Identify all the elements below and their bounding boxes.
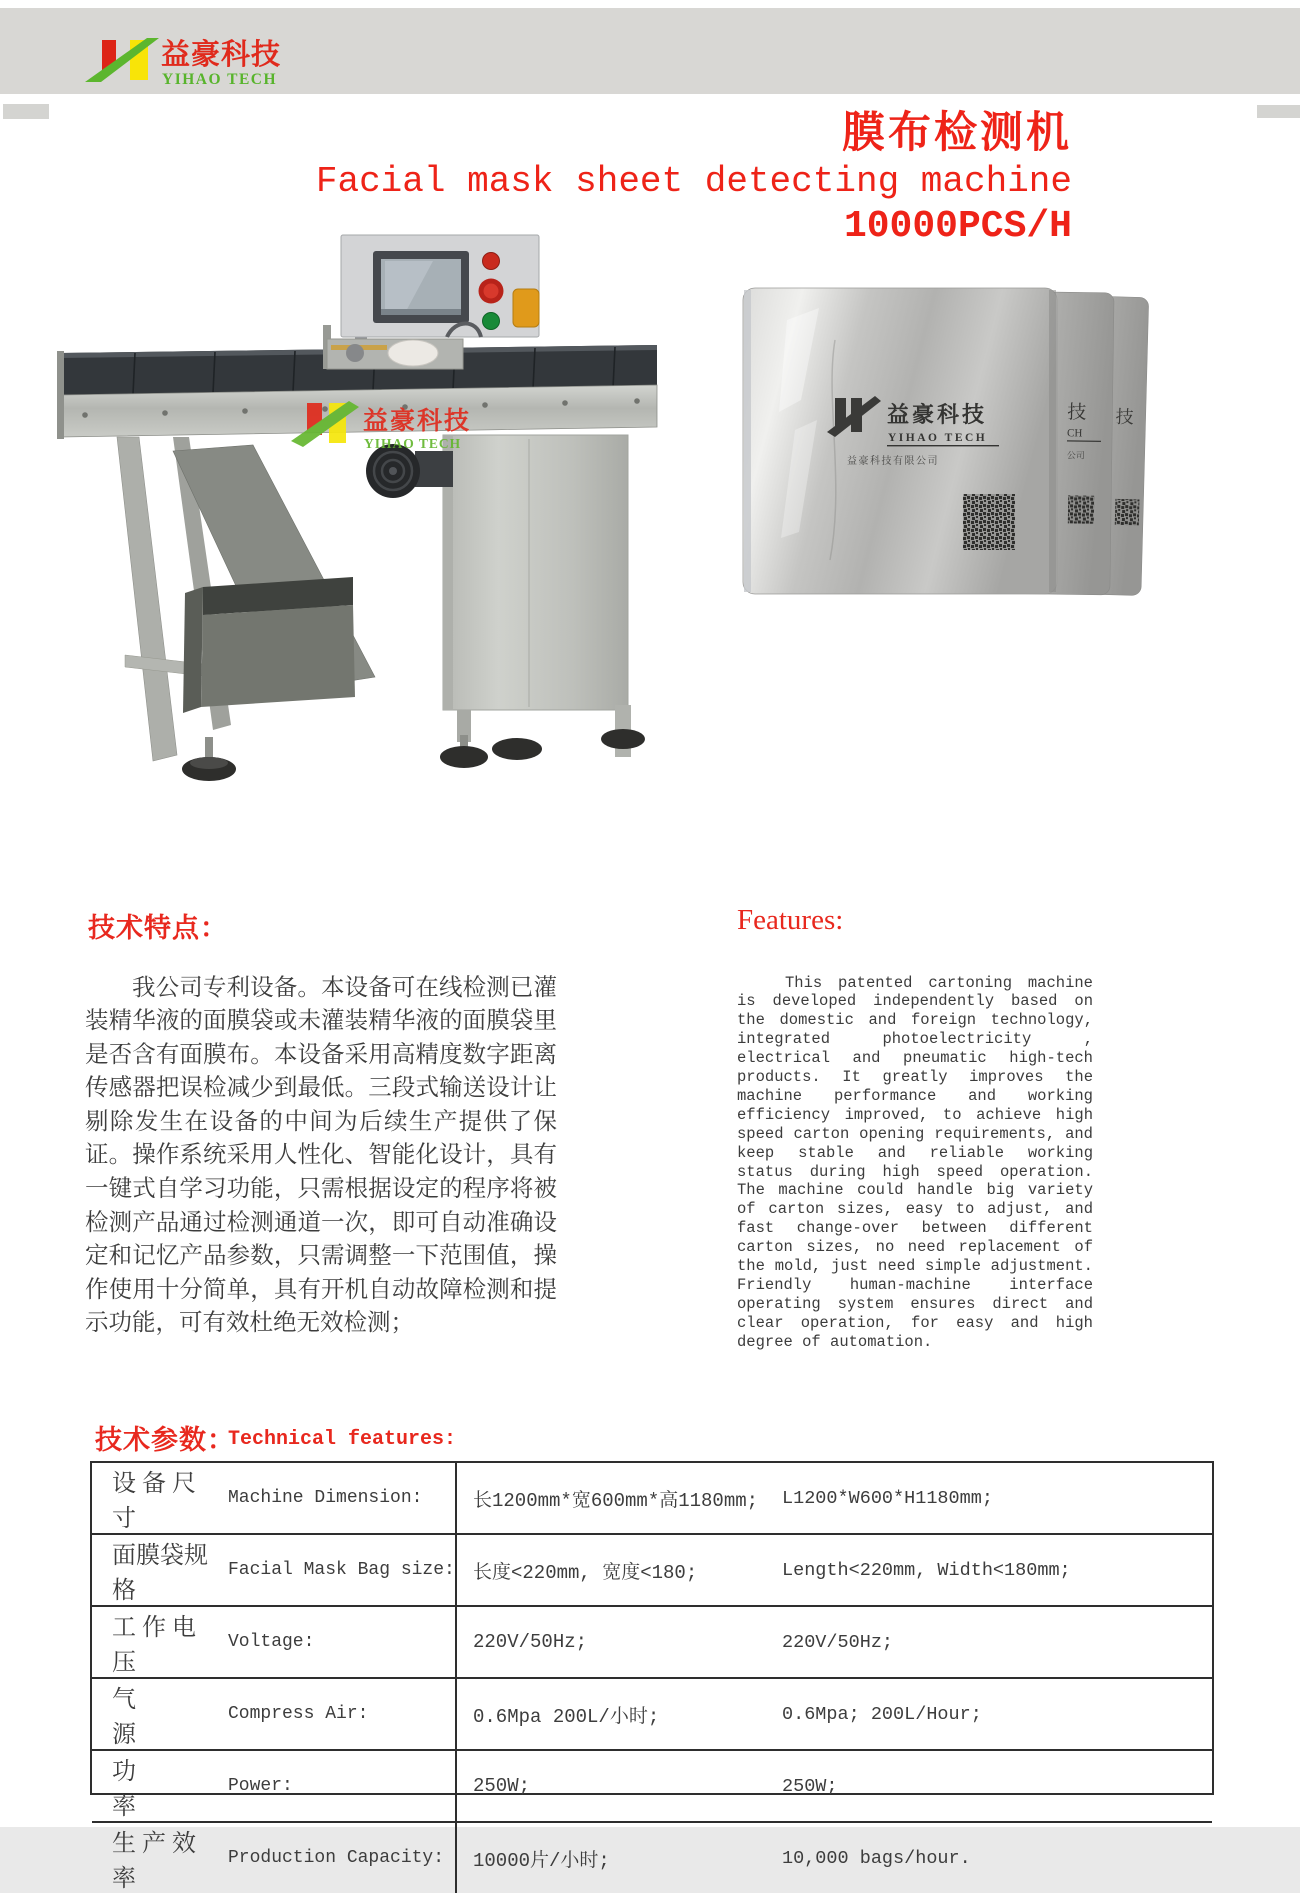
tech-params-heading-en: Technical features: [228, 1428, 457, 1451]
spec-table [90, 1461, 1214, 1892]
svg-text:技: 技 [1067, 402, 1087, 424]
spec-value-en: Length<220mm, Width<180mm; [782, 1559, 1071, 1581]
yellow-knob [513, 289, 539, 327]
table-row [92, 1463, 1212, 1535]
header-band [0, 8, 1300, 94]
table-row [92, 1607, 1212, 1679]
spec-label-cn: 生 产 效 率 [112, 1831, 196, 1892]
features-en-heading: Features: [737, 904, 844, 936]
spec-label-en: Machine Dimension: [222, 1463, 457, 1533]
spec-value-cn: 长度<220mm, 宽度<180; [473, 1561, 698, 1584]
qr-code-icon [1115, 499, 1140, 526]
left-edge-tab [3, 104, 49, 119]
green-button[interactable] [483, 313, 500, 330]
machine-watermark-en: YIHAO TECH [364, 436, 462, 451]
spec-value-en: 220V/50Hz; [782, 1631, 894, 1653]
spec-value-cn: 0.6Mpa 200L/小时; [473, 1705, 660, 1728]
tech-features-cn-heading: 技术特点： [88, 913, 228, 943]
machine-stand [117, 437, 375, 761]
machine-photo [55, 225, 665, 790]
svg-text:技: 技 [1115, 406, 1134, 428]
features-en-body: This patented cartoning machine is developed independently based on the domestic and foreign technology, integrated photoelectricity , electrical and pneumatic high-tech products. It greatly improves the machine performance and working efficiency improved, to achieve high speed carton opening requirements, and keep stable and reliable working status during high speed operation. The machine could handle big variety of carton sizes, easy to adjust, and fast change-over between different carton sizes, no need replacement of the mold, just need simple adjustment. Friendly human-machine interface operating system ensures direct and clear operation, for easy and high degree of automation. [737, 973, 1093, 1351]
red-button[interactable] [483, 253, 500, 270]
machine-feet [182, 729, 645, 781]
spec-label-en: Voltage: [222, 1607, 457, 1677]
machine-watermark-logo [291, 401, 471, 451]
tech-params-heading-cn: 技术参数： [95, 1425, 235, 1455]
spec-label-en: Production Capacity: [222, 1823, 457, 1893]
spec-value-cn: 220V/50Hz; [473, 1631, 588, 1653]
bag-print-en: YIHAO TECH [888, 432, 988, 444]
machine-watermark-cn: 益豪科技 [363, 408, 472, 435]
right-edge-tab [1257, 105, 1300, 118]
spec-label-cn: 工 作 电 压 [112, 1615, 196, 1676]
spec-label-cn: 功 率 [112, 1759, 208, 1820]
bag-print-subtext: 益豪科技有限公司 [847, 456, 939, 467]
spec-label-cn: 面膜袋规格 [112, 1543, 208, 1604]
spec-value-cn: 250W; [473, 1775, 531, 1797]
page-title-en: Facial mask sheet detecting machine [315, 161, 1072, 202]
page-title-cn: 膜布检测机 [842, 110, 1072, 157]
spec-label-en: Facial Mask Bag size: [222, 1535, 457, 1605]
spec-value-en: 0.6Mpa; 200L/Hour; [782, 1703, 982, 1725]
spec-value-cn: 10000片/小时; [473, 1849, 610, 1872]
mask-bag-front [743, 288, 1057, 594]
brand-name-en: YIHAO TECH [162, 71, 278, 88]
spec-label-cn: 气 源 [112, 1687, 208, 1748]
qr-code-icon [1068, 495, 1094, 523]
table-row [92, 1751, 1212, 1823]
brand-name-cn: 益豪科技 [161, 39, 282, 71]
tech-features-cn-body: 我公司专利设备。本设备可在线检测已灌装精华液的面膜袋或未灌装精华液的面膜袋里是否含有面膜布。本设备采用高精度数字距离传感器把误检减少到最低。三段式输送设计让剔除发生在设备的中间为后续生产提供了保证。操作系统采用人性化、智能化设计，具有一键式自学习功能，只需根据设定的程序将被检测产品通过检测通道一次，即可自动准确设定和记忆产品参数，只需调整一下范围值，操作使用十分简单，具有开机自动故障检测和提示功能，可有效杜绝无效检测； [85, 974, 557, 1337]
machine-cabinet [443, 435, 631, 757]
table-row [92, 1535, 1212, 1607]
spec-label-en: Compress Air: [222, 1679, 457, 1749]
spec-value-en: 250W; [782, 1775, 838, 1797]
bag-print-cn: 益豪科技 [887, 402, 988, 427]
brand-logo [85, 30, 315, 92]
svg-text:公司: 公司 [1066, 450, 1085, 461]
mask-bags-photo [735, 280, 1150, 605]
capacity-title: 10000PCS/H [843, 205, 1072, 248]
table-row [92, 1823, 1212, 1893]
spec-label-en: Power: [222, 1751, 457, 1821]
spec-value-cn: 长1200mm*宽600mm*高1180mm; [473, 1489, 759, 1512]
spec-label-cn: 设 备 尺 寸 [112, 1471, 196, 1532]
qr-code-icon [963, 494, 1015, 550]
spec-value-en: L1200*W600*H1180mm; [782, 1487, 993, 1509]
spec-value-en: 10,000 bags/hour. [782, 1847, 971, 1869]
table-row [92, 1679, 1212, 1751]
machine-motor [366, 444, 453, 498]
svg-text:CH: CH [1067, 427, 1083, 440]
